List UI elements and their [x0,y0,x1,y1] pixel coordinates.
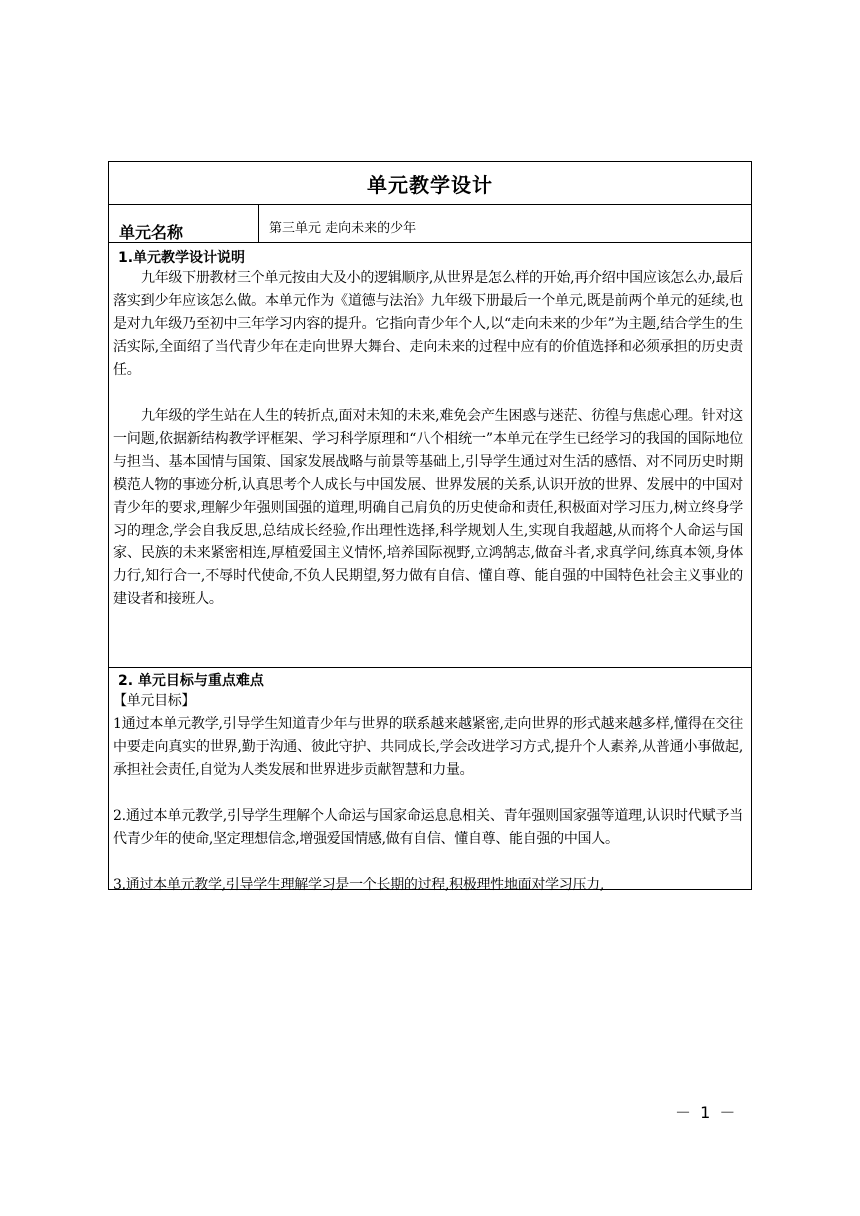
section-design-description [109,243,751,668]
goal-item-3: 3.通过本单元教学,引导学生理解学习是一个长期的过程,积极理性地面对学习压力, [113,877,605,893]
section-goals [109,668,751,891]
goal-item-1: 1通过本单元教学,引导学生知道青少年与世界的联系越来越紧密,走向世界的形式越来越多样,懂得在交往中要走向真实的世界,勤于沟通、彼此守护、共同成长,学会改进学习方式,提升个人素养,从普通小事做起,承担社会责任,自觉为人类发展和世界进步贡献智慧和力量。 [113,716,743,778]
section1-paragraph-1: 九年级下册教材三个单元按由大及小的逻辑顺序,从世界是怎么样的开始,再介绍中国应该怎么办,最后落实到少年应该怎么做。本单元作为《道德与法治》九年级下册最后一个单元,既是前两个单元的延续,也是对九年级乃至初中三年学习内容的提升。它指向青少年个人,以“走向未来的少年”为主题,结合学生的生活实际,全面绍了当代青少年在走向世界大舞台、走向未来的过程中应有的价值选择和必须承担的历史责任。 [113,270,743,378]
design-table [108,161,752,893]
unit-name-label: 单元名称 [109,205,259,242]
section1-paragraph-2: 九年级的学生站在人生的转折点,面对未知的未来,难免会产生困惑与迷茫、彷徨与焦虑心理。针对这一问题,依据新结构教学评框架、学习科学原理和“八个相统一”本单元在学生已经学习的我国的国际地位与担当、基本国情与国策、国家发展战略与前景等基础上,引导学生通过对生活的感悟、对不同历史时期模范人物的事迹分析,认真思考个人成长与中国发展、世界发展的关系,认识开放的世界、发展中的中国对青少年的要求,理解少年强则国强的道理,明确自己肩负的历史使命和责任,积极面对学习压力,树立终身学习的理念,学会自我反思,总结成长经验,作出理性选择,科学规划人生,实现自我超越,从而将个人命运与国家、民族的未来紧密相连,厚植爱国主义情怀,培养国际视野,立鸿鹄志,做奋斗者,求真学问,练真本领,身体力行,知行合一,不辱时代使命,不负人民期望,努力做有自信、懂自尊、能自强的中国特色社会主义事业的建设者和接班人。 [113,408,743,608]
title-row [109,162,751,205]
section2-heading: 2. 单元目标与重点难点 [118,673,264,689]
unit-name-value: 第三单元 走向未来的少年 [269,221,417,236]
document-title: 单元教学设计 [367,172,493,197]
unit-name-row [109,205,751,243]
section1-heading: 1.单元教学设计说明 [118,250,246,266]
page-number: － 1 － [675,1103,738,1122]
section2-subheading: 【单元目标】 [113,693,196,709]
goal-item-2: 2.通过本单元教学,引导学生理解个人命运与国家命运息息相关、青年强则国家强等道理,认识时代赋予当代青少年的使命,坚定理想信念,增强爱国情感,做有自信、懂自尊、能自强的中国人。 [113,808,743,847]
